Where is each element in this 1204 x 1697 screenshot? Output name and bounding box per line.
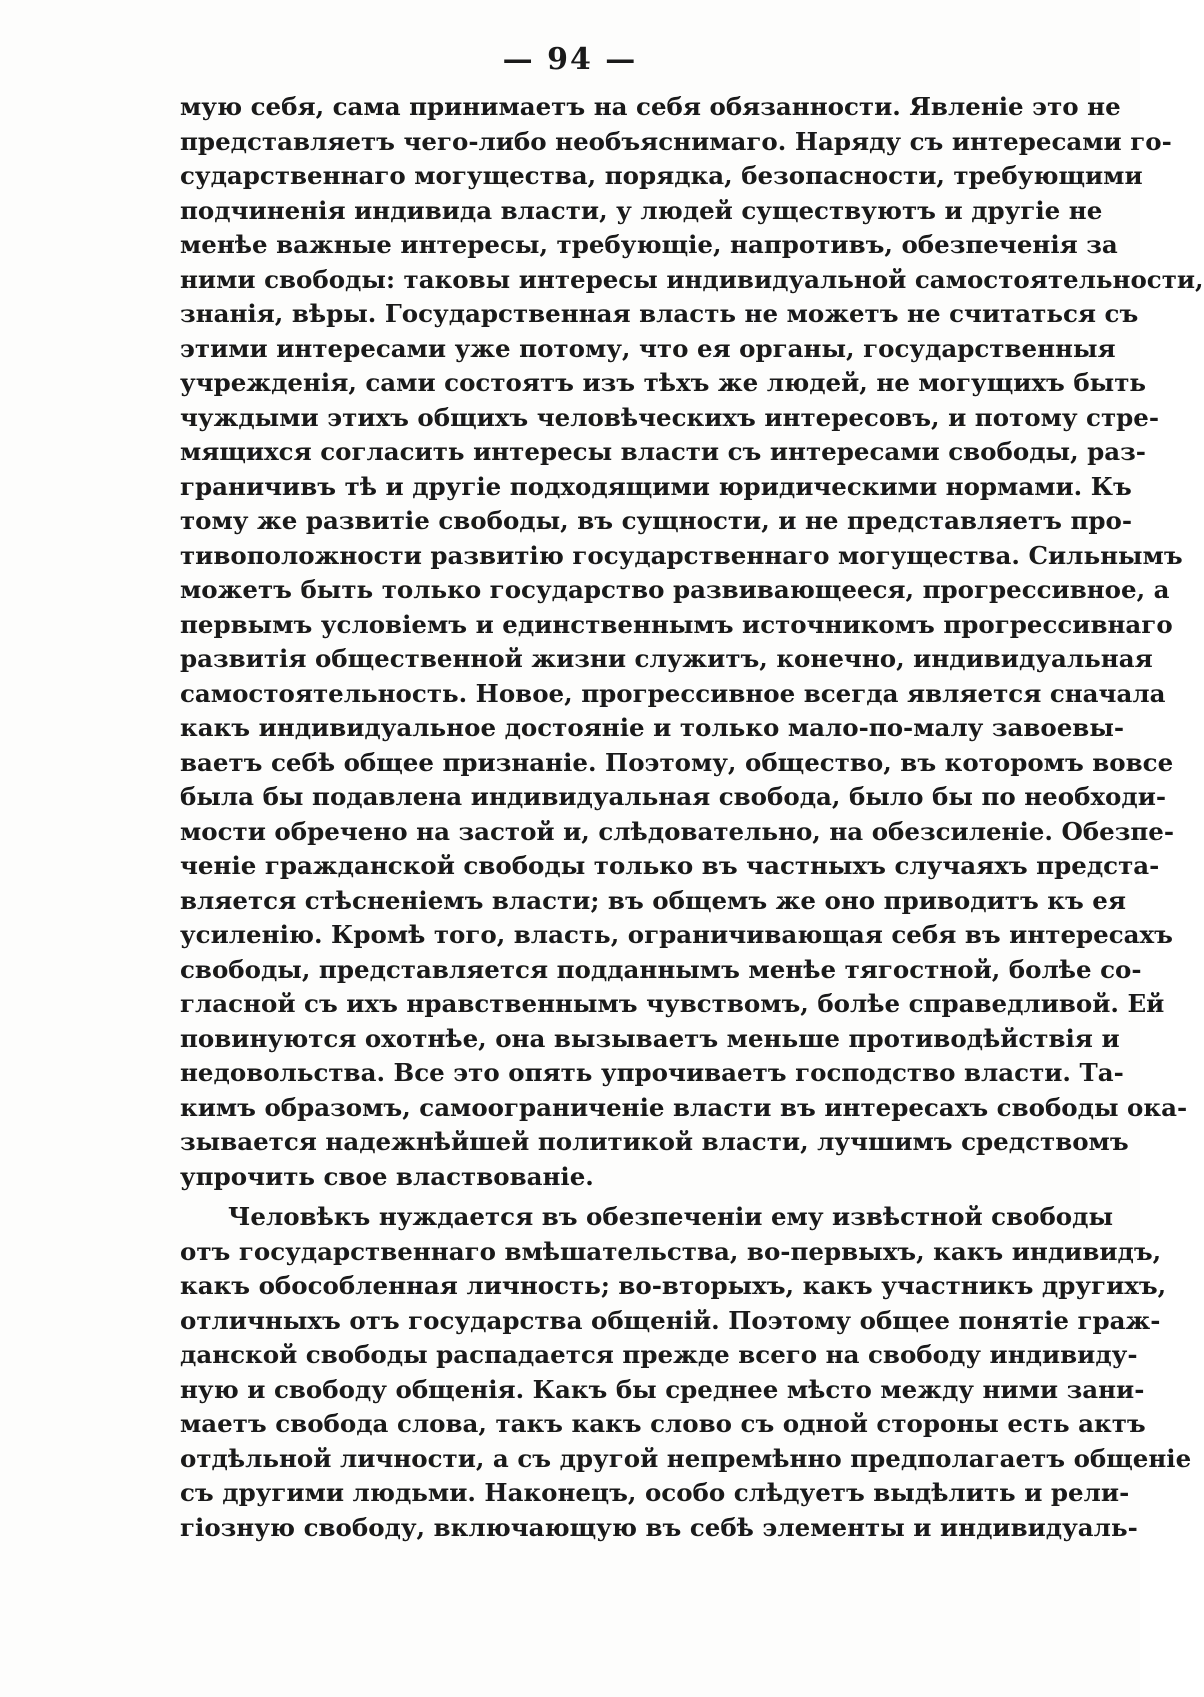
text-line: зывается надежнѣйшей политикой власти, лучшимъ средствомъ xyxy=(180,1127,1129,1156)
text-line: мости обречено на застой и, слѣдовательно, на обезсиленіе. Обезпе- xyxy=(180,816,1175,846)
text-line: мящихся согласить интересы власти съ интересами свободы, раз- xyxy=(180,437,1146,466)
text-line: Человѣкъ нуждается въ обезпеченіи ему извѣстной свободы xyxy=(228,1202,1114,1231)
text-line: первымъ условіемъ и единственнымъ источникомъ прогрессивнаго xyxy=(180,609,1173,639)
text-line: ваетъ себѣ общее признаніе. Поэтому, общество, въ которомъ вовсе xyxy=(180,747,1174,777)
text-line: самостоятельность. Новое, прогрессивное всегда является сначала xyxy=(180,678,1166,708)
page-number: — 94 — xyxy=(502,42,638,77)
text-line: подчиненія индивида власти, у людей существуютъ и другіе не xyxy=(180,195,1103,225)
paragraph xyxy=(180,90,1204,1194)
text-line: менѣе важные интересы, требующіе, напротивъ, обезпеченія за xyxy=(180,230,1118,259)
text-line: граничивъ тѣ и другіе подходящими юридическими нормами. Къ xyxy=(180,471,1132,501)
text-line: знанія, вѣры. Государственная власть не можетъ не считаться съ xyxy=(180,299,1139,328)
text-line: ченіе гражданской свободы только въ частныхъ случаяхъ предста- xyxy=(180,851,1160,880)
text-line: мую себя, сама принимаетъ на себя обязанности. Явленіе это не xyxy=(180,92,1121,121)
text-line: тому же развитіе свободы, въ сущности, и не представляетъ про- xyxy=(180,506,1133,535)
text-line: какъ индивидуальное достояніе и только мало-по-малу завоевы- xyxy=(180,713,1125,742)
text-line: этими интересами уже потому, что ея органы, государственныя xyxy=(180,333,1116,363)
text-line: чуждыми этихъ общихъ человѣческихъ интересовъ, и потому стре- xyxy=(180,402,1160,432)
text-line: представляетъ чего-либо необъяснимаго. Наряду съ интересами го- xyxy=(180,126,1172,156)
text-line: данской свободы распадается прежде всего на свободу индивиду- xyxy=(180,1340,1138,1369)
text-line: учрежденія, сами состоятъ изъ тѣхъ же людей, не могущихъ быть xyxy=(180,368,1147,397)
text-line: свободы, представляется подданнымъ менѣе тягостной, болѣе со- xyxy=(180,954,1142,984)
body-text xyxy=(180,90,1204,1545)
text-line: повинуются охотнѣе, она вызываетъ меньше противодѣйствія и xyxy=(180,1023,1120,1053)
text-line: отличныхъ отъ государства общеній. Поэтому общее понятіе граж- xyxy=(180,1305,1161,1335)
text-line: тивоположности развитію государственнаго могущества. Сильнымъ xyxy=(180,540,1183,570)
text-line: вляется стѣсненіемъ власти; въ общемъ же оно приводитъ къ ея xyxy=(180,885,1126,915)
text-line: недовольства. Все это опять упрочиваетъ господство власти. Та- xyxy=(180,1058,1124,1087)
text-line: кимъ образомъ, самоограниченіе власти въ интересахъ свободы ока- xyxy=(180,1092,1188,1122)
text-line: отдѣльной личности, а съ другой непремѣнно предполагаетъ общеніе xyxy=(180,1443,1192,1473)
paragraph xyxy=(180,1200,1192,1545)
text-line: развитія общественной жизни служитъ, конечно, индивидуальная xyxy=(180,644,1153,673)
text-line: усиленію. Кромѣ того, власть, ограничивающая себя въ интересахъ xyxy=(180,920,1173,949)
text-line: отъ государственнаго вмѣшательства, во-первыхъ, какъ индивидъ, xyxy=(180,1236,1162,1266)
text-line: была бы подавлена индивидуальная свобода, было бы по необходи- xyxy=(180,782,1167,811)
text-line: сударственнаго могущества, порядка, безопасности, требующими xyxy=(180,161,1143,190)
text-line: гіозную свободу, включающую въ себѣ элементы и индивидуаль- xyxy=(180,1512,1138,1542)
text-line: можетъ быть только государство развивающееся, прогрессивное, а xyxy=(180,575,1170,604)
text-line: ную и свободу общенія. Какъ бы среднее мѣсто между ними зани- xyxy=(180,1374,1145,1404)
text-line: гласной съ ихъ нравственнымъ чувствомъ, болѣе справедливой. Ей xyxy=(180,989,1165,1018)
text-line: ними свободы: таковы интересы индивидуальной самостоятельности, xyxy=(180,264,1204,294)
text-line: упрочить свое властвованіе. xyxy=(180,1161,594,1191)
text-line: съ другими людьми. Наконецъ, особо слѣдуетъ выдѣлить и рели- xyxy=(180,1478,1130,1507)
text-line: какъ обособленная личность; во-вторыхъ, какъ участникъ другихъ, xyxy=(180,1271,1167,1300)
text-line: маетъ свобода слова, такъ какъ слово съ одной стороны есть актъ xyxy=(180,1409,1146,1438)
